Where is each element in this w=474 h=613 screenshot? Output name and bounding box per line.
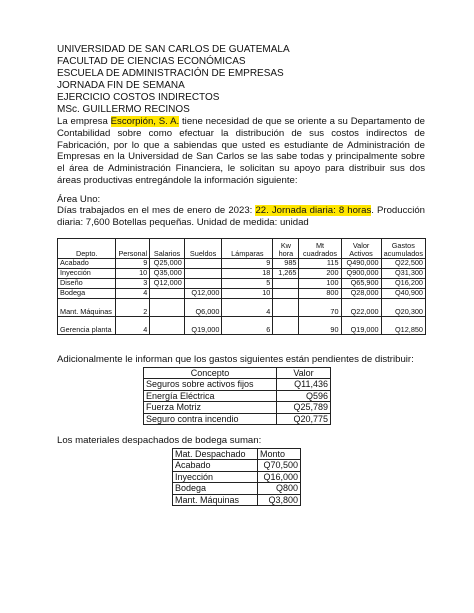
cell-monto: Q3,800 bbox=[258, 494, 301, 505]
document-header bbox=[57, 44, 290, 116]
col-header-lamparas: Lámparas bbox=[222, 239, 273, 259]
col-header-mat-despachado: Mat. Despachado bbox=[173, 449, 258, 460]
col-header-depto: Depto. bbox=[58, 239, 116, 259]
cell-material: Mant. Máquinas bbox=[173, 494, 258, 505]
header-line-faculty: FACULTAD DE CIENCIAS ECONÓMICAS bbox=[57, 56, 246, 67]
cell-concepto: Energía Eléctrica bbox=[144, 390, 277, 401]
header-line-exercise: EJERCICIO COSTOS INDIRECTOS bbox=[57, 92, 220, 103]
cell-valor-activos: Q19,000 bbox=[341, 317, 381, 335]
table-row bbox=[58, 269, 426, 279]
table-row bbox=[58, 289, 426, 299]
cell-gastos-acumulados: Q40,900 bbox=[381, 289, 425, 299]
cell-personal: 4 bbox=[116, 317, 150, 335]
workday-highlight: 22. Jornada diaria: 8 horas bbox=[255, 205, 372, 216]
col-header-monto: Monto bbox=[258, 449, 301, 460]
cell-concepto: Fuerza Motriz bbox=[144, 402, 277, 413]
cell-lamparas: 6 bbox=[222, 317, 273, 335]
table-row bbox=[58, 317, 426, 335]
table-row bbox=[144, 413, 331, 424]
cell-lamparas: 9 bbox=[222, 259, 273, 269]
cell-valor-activos: Q900,000 bbox=[341, 269, 381, 279]
pending-table-header bbox=[144, 368, 331, 379]
cell-salarios bbox=[150, 299, 185, 317]
cell-depto: Bodega bbox=[58, 289, 116, 299]
col-header-kw-hora: Kw hora bbox=[273, 239, 299, 259]
col-header-gastos-acumulados: Gastos acumulados bbox=[381, 239, 425, 259]
cell-material: Acabado bbox=[173, 460, 258, 471]
department-table bbox=[57, 238, 426, 335]
materials-intro: Los materiales despachados de bodega suman: bbox=[57, 435, 262, 446]
cell-concepto: Seguro contra incendio bbox=[144, 413, 277, 424]
area-suffix: . Producción diaria: 7,600 Botellas pequeñas. Unidad de medida: unidad bbox=[57, 205, 425, 228]
table-row bbox=[58, 299, 426, 317]
cell-concepto: Seguros sobre activos fijos bbox=[144, 379, 277, 390]
cell-mt-cuadrados: 100 bbox=[299, 279, 341, 289]
cell-kw-hora bbox=[273, 289, 299, 299]
table-row bbox=[58, 279, 426, 289]
cell-valor: Q20,775 bbox=[277, 413, 331, 424]
area-title: Área Uno: bbox=[57, 194, 101, 205]
cell-kw-hora bbox=[273, 279, 299, 289]
table-row bbox=[173, 460, 301, 471]
intro-prefix: La empresa bbox=[57, 116, 111, 127]
cell-monto: Q70,500 bbox=[258, 460, 301, 471]
cell-valor-activos: Q28,000 bbox=[341, 289, 381, 299]
cell-sueldos: Q6,000 bbox=[184, 299, 222, 317]
cell-monto: Q800 bbox=[258, 483, 301, 494]
cell-sueldos bbox=[184, 259, 222, 269]
cell-gastos-acumulados: Q12,850 bbox=[381, 317, 425, 335]
cell-mt-cuadrados: 800 bbox=[299, 289, 341, 299]
cell-valor-activos: Q490,000 bbox=[341, 259, 381, 269]
cell-depto: Diseño bbox=[58, 279, 116, 289]
cell-depto: Mant. Máquinas bbox=[58, 299, 116, 317]
company-name-highlight: Escorpión, S. A. bbox=[110, 116, 180, 127]
cell-material: Inyección bbox=[173, 471, 258, 482]
cell-personal: 2 bbox=[116, 299, 150, 317]
table-row bbox=[144, 402, 331, 413]
cell-salarios: Q12,000 bbox=[150, 279, 185, 289]
header-line-professor: MSc. GUILLERMO RECINOS bbox=[57, 104, 190, 115]
table-row bbox=[173, 494, 301, 505]
cell-material: Bodega bbox=[173, 483, 258, 494]
cell-salarios: Q35,000 bbox=[150, 269, 185, 279]
cell-salarios bbox=[150, 317, 185, 335]
materials-table bbox=[172, 448, 301, 506]
header-line-school: ESCUELA DE ADMINISTRACIÓN DE EMPRESAS bbox=[57, 68, 284, 79]
table-row bbox=[144, 379, 331, 390]
cell-sueldos bbox=[184, 269, 222, 279]
col-header-valor-activos: Valor Activos bbox=[341, 239, 381, 259]
cell-personal: 4 bbox=[116, 289, 150, 299]
cell-salarios: Q25,000 bbox=[150, 259, 185, 269]
cell-depto: Inyección bbox=[58, 269, 116, 279]
department-table-header bbox=[58, 239, 426, 259]
cell-personal: 3 bbox=[116, 279, 150, 289]
cell-gastos-acumulados: Q20,300 bbox=[381, 299, 425, 317]
pending-expenses-intro: Adicionalmente le informan que los gastos siguientes están pendientes de distribuir: bbox=[57, 354, 414, 365]
table-row bbox=[173, 483, 301, 494]
cell-personal: 10 bbox=[116, 269, 150, 279]
cell-sueldos: Q12,000 bbox=[184, 289, 222, 299]
cell-valor-activos: Q22,000 bbox=[341, 299, 381, 317]
cell-kw-hora bbox=[273, 317, 299, 335]
cell-sueldos bbox=[184, 279, 222, 289]
cell-kw-hora: 985 bbox=[273, 259, 299, 269]
cell-depto: Acabado bbox=[58, 259, 116, 269]
intro-body: tiene necesidad de que se oriente a su Departamento de Contabilidad sobre como efectuar la distribución de sus costos indirectos de Fabricación, por lo que a sabiendas que usted es estudiante de Administración de Empresas en la Universidad de San Carlos se las sabe todas y principalmente sobre el área de Administración Financiera, le solicitan su apoyo para distribuir sus dos áreas productivas entregándole la información siguiente: bbox=[57, 116, 425, 186]
col-header-sueldos: Sueldos bbox=[184, 239, 222, 259]
cell-lamparas: 5 bbox=[222, 279, 273, 289]
cell-sueldos: Q19,000 bbox=[184, 317, 222, 335]
cell-gastos-acumulados: Q31,300 bbox=[381, 269, 425, 279]
table-row bbox=[144, 390, 331, 401]
cell-gastos-acumulados: Q22,500 bbox=[381, 259, 425, 269]
cell-mt-cuadrados: 70 bbox=[299, 299, 341, 317]
table-row bbox=[173, 471, 301, 482]
cell-kw-hora bbox=[273, 299, 299, 317]
cell-lamparas: 18 bbox=[222, 269, 273, 279]
pending-expenses-table bbox=[143, 367, 331, 425]
intro-paragraph bbox=[57, 116, 425, 187]
cell-gastos-acumulados: Q16,200 bbox=[381, 279, 425, 289]
cell-valor: Q25,789 bbox=[277, 402, 331, 413]
cell-salarios bbox=[150, 289, 185, 299]
cell-valor: Q11,436 bbox=[277, 379, 331, 390]
cell-valor-activos: Q65,900 bbox=[341, 279, 381, 289]
header-line-university: UNIVERSIDAD DE SAN CARLOS DE GUATEMALA bbox=[57, 44, 290, 55]
area-prefix: Días trabajados en el mes de enero de 2023: bbox=[57, 205, 256, 216]
col-header-valor: Valor bbox=[277, 368, 331, 379]
cell-mt-cuadrados: 200 bbox=[299, 269, 341, 279]
col-header-mt-cuadrados: Mt cuadrados bbox=[299, 239, 341, 259]
cell-depto: Gerencia planta bbox=[58, 317, 116, 335]
cell-monto: Q16,000 bbox=[258, 471, 301, 482]
cell-mt-cuadrados: 115 bbox=[299, 259, 341, 269]
cell-lamparas: 4 bbox=[222, 299, 273, 317]
cell-personal: 9 bbox=[116, 259, 150, 269]
header-line-schedule: JORNADA FIN DE SEMANA bbox=[57, 80, 185, 91]
cell-kw-hora: 1,265 bbox=[273, 269, 299, 279]
cell-valor: Q596 bbox=[277, 390, 331, 401]
materials-table-header bbox=[173, 449, 301, 460]
cell-mt-cuadrados: 90 bbox=[299, 317, 341, 335]
col-header-salarios: Salarios bbox=[150, 239, 185, 259]
area-description bbox=[57, 205, 425, 229]
table-row bbox=[58, 259, 426, 269]
col-header-personal: Personal bbox=[116, 239, 150, 259]
col-header-concepto: Concepto bbox=[144, 368, 277, 379]
cell-lamparas: 10 bbox=[222, 289, 273, 299]
